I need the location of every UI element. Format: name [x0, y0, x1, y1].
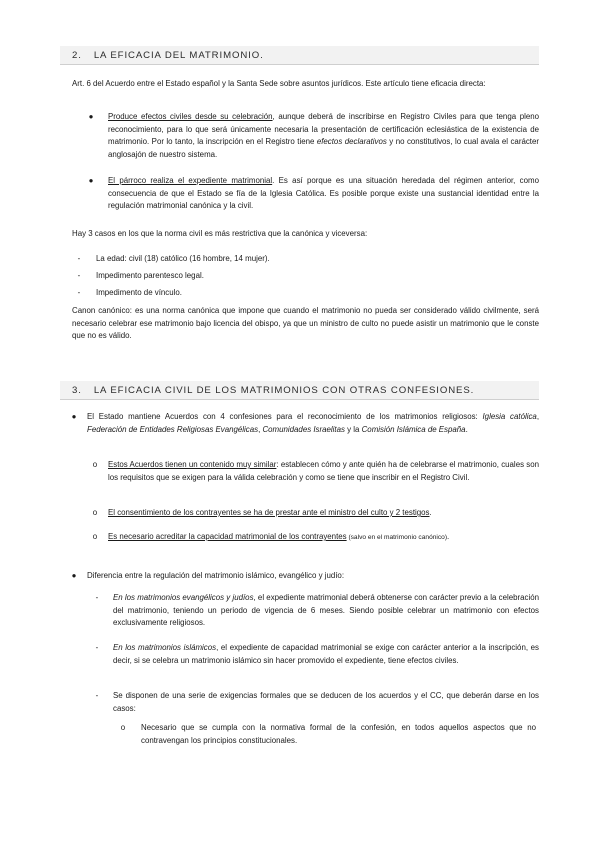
section-2-header — [60, 46, 539, 65]
circle-marker: o — [92, 508, 98, 517]
section-3-header — [60, 381, 539, 400]
section-3-number: 3. — [72, 385, 82, 396]
section-3-circ-1: Necesario que se cumpla con la normativa formal de la confesión, en todos aquellos aspectos que no contravengan los principios constitucionales. — [141, 723, 536, 745]
section-3-title: LA EFICACIA CIVIL DE LOS MATRIMONIOS CON OTRAS CONFESIONES. — [93, 385, 475, 396]
dash-marker: - — [95, 691, 99, 700]
section-3-sub-2: El consentimiento de los contrayentes se ha de prestar ante el ministro del culto y 2 testigos. — [108, 508, 432, 517]
dash-marker: - — [95, 643, 99, 652]
section-2-bullet-1: Produce efectos civiles desde su celebración, aunque deberá de inscribirse en Registro Civiles para que tenga pleno reconocimiento, para lo que será únicamente necesaria la presentación de certificación eclesiástica de la existencia de matrimonio. Por lo tanto, la inscripción en el Registro tiene efectos declarativos y no constitutivos, lo cual avala el carácter anglosajón de nuestro sistema. — [108, 112, 540, 159]
bullet-marker: ● — [71, 412, 77, 421]
case-item: La edad: civil (18) católico (16 hombre, 14 mujer). — [96, 254, 270, 263]
bullet-marker: ● — [88, 112, 94, 121]
circle-marker: o — [92, 460, 98, 469]
section-2-intro: Art. 6 del Acuerdo entre el Estado español y la Santa Sede sobre asuntos jurídicos. Este artículo tiene eficacia directa: — [72, 79, 486, 88]
case-item: Impedimento de vínculo. — [96, 288, 182, 297]
bullet-marker: ● — [88, 176, 94, 185]
circle-marker: o — [120, 723, 126, 732]
bullet-1-lead: Produce efectos civiles desde su celebración — [108, 112, 273, 121]
dash-marker: - — [95, 593, 99, 602]
bullet-marker: ● — [71, 571, 77, 580]
dash-marker: - — [77, 288, 81, 297]
section-3-bullet-2: Diferencia entre la regulación del matrimonio islámico, evangélico y judío: — [87, 571, 345, 580]
case-item: Impedimento parentesco legal. — [96, 271, 204, 280]
cases-intro: Hay 3 casos en los que la norma civil es más restrictiva que la canónica y viceversa: — [72, 229, 368, 238]
section-3-dash-3: Se disponen de una serie de exigencias formales que se deducen de los acuerdos y el CC, que deberán darse en los casos: — [113, 691, 539, 713]
section-3-bullet-1: El Estado mantiene Acuerdos con 4 confesiones para el reconocimiento de los matrimonios religiosos: Iglesia católica, Federación de Entidades Religiosas Evangélicas, Comunidades Israelitas y la Comisión Islámica de España. — [87, 412, 540, 434]
section-2-bullet-2: El párroco realiza el expediente matrimonial. Es así porque es una situación heredada del régimen anterior, como consecuencia de que el Estado se fía de la Iglesia Católica. Es posible porque existe una sustancial identidad entre la regulación matrimonial canónica y la civil. — [108, 176, 539, 211]
dash-marker: - — [77, 271, 81, 280]
section-3-sub-1: Estos Acuerdos tienen un contenido muy similar: establecen cómo y ante quién ha de celebrarse el matrimonio, cuales son los requisitos que se exigen para la válida celebración y como se tiene que inscribir en el Registro Civil. — [108, 460, 540, 482]
section-3-dash-2: En los matrimonios islámicos, el expediente de capacidad matrimonial se exige con carácter anterior a la inscripción, es decir, si se celebra un matrimonio islámico sin hacer promovido el expediente, tiene efectos civiles. — [113, 643, 539, 665]
canon-paragraph: Canon canónico: es una norma canónica que impone que cuando el matrimonio no pueda ser considerado válido civilmente, será necesario celebrar ese matrimonio bajo licencia del obispo, ya que un ministro de culto no puede asistir un matrimonio que le conste que no es válido. — [72, 306, 539, 341]
section-3-sub-3: Es necesario acreditar la capacidad matrimonial de los contrayentes (salvo en el matrimonio canónico). — [108, 532, 450, 541]
bullet-2-lead: El párroco realiza el expediente matrimonial — [108, 176, 273, 185]
section-2-number: 2. — [72, 50, 82, 61]
section-3-dash-1: En los matrimonios evangélicos y judíos, el expediente matrimonial deberá obtenerse con carácter previo a la celebración del matrimonio, teniendo un periodo de vigencia de 6 meses. Siendo posible celebrar un matrimonio con efectos exclusivamente religiosos. — [113, 593, 539, 628]
section-2-title: LA EFICACIA DEL MATRIMONIO. — [93, 50, 264, 61]
dash-marker: - — [77, 254, 81, 263]
circle-marker: o — [92, 532, 98, 541]
